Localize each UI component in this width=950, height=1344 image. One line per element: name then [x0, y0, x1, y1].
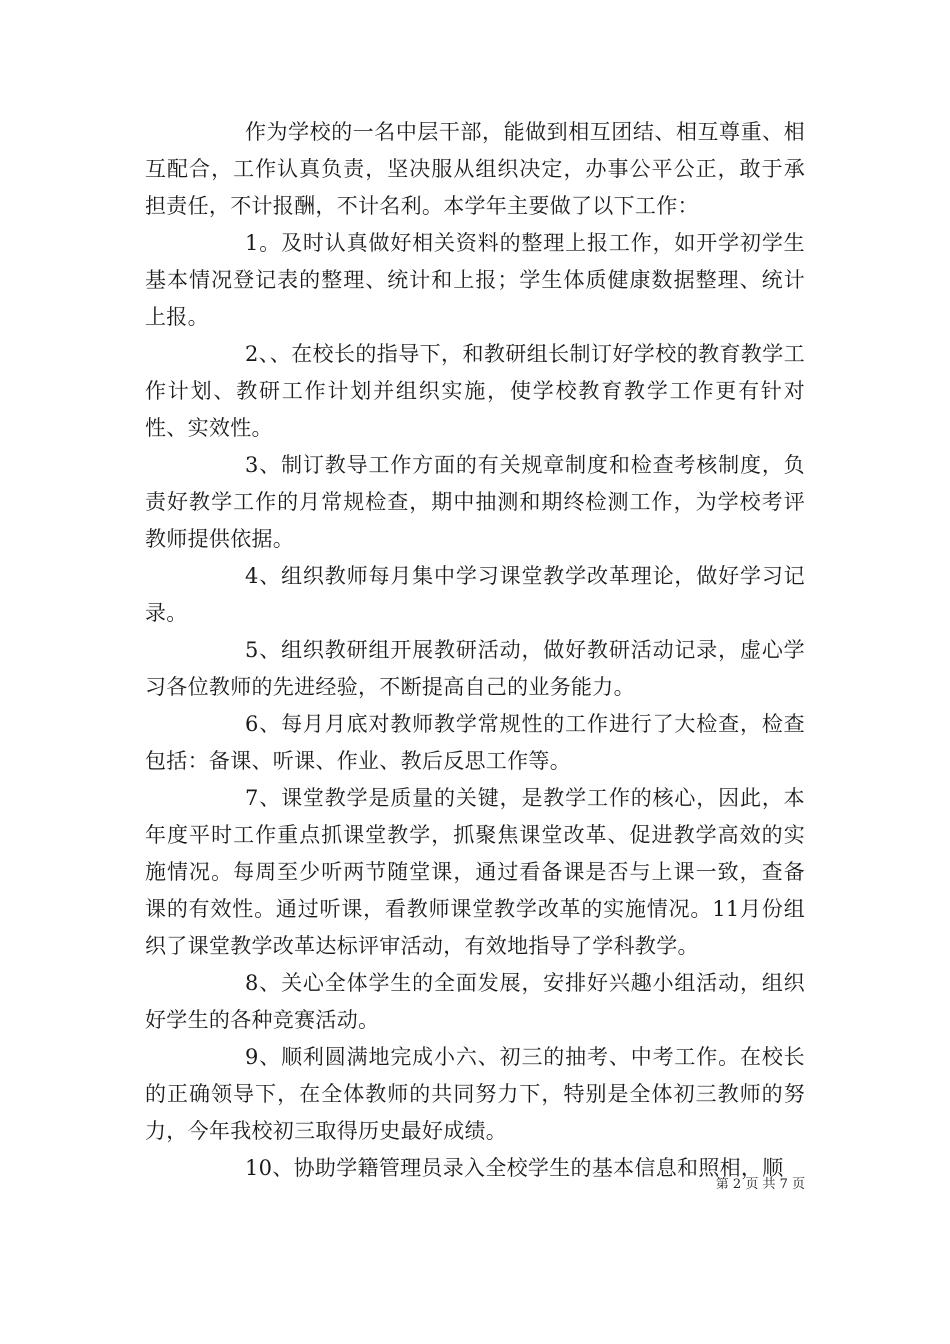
document-body	[145, 114, 805, 1187]
page-number: 第 2 页 共 7 页	[715, 1177, 805, 1192]
paragraph-item-9: 9、顺利圆满地完成小六、初三的抽考、中考工作。在校长的正确领导下，在全体教师的共同努力下，特别是全体初三教师的努力，今年我校初三取得历史最好成绩。	[145, 1045, 805, 1143]
paragraph-item-4: 4、组织教师每月集中学习课堂教学改革理论，做好学习记录。	[145, 564, 805, 625]
paragraph-item-7: 7、课堂教学是质量的关键，是教学工作的核心，因此，本年度平时工作重点抓课堂教学，抓聚焦课堂改革、促进教学高效的实施情况。每周至少听两节随堂课，通过看备课是否与上课一致，查备课的有效性。通过听课，看教师课堂教学改革的实施情况。11月份组织了课堂教学改革达标评审活动，有效地指导了学科教学。	[145, 786, 805, 958]
paragraph-item-3: 3、制订教导工作方面的有关规章制度和检查考核制度，负责好教学工作的月常规检查，期中抽测和期终检测工作，为学校考评教师提供依据。	[145, 453, 805, 551]
paragraph-item-5: 5、组织教研组开展教研活动，做好教研活动记录，虚心学习各位教师的先进经验，不断提高自己的业务能力。	[145, 638, 805, 699]
paragraph-item-6: 6、每月月底对教师教学常规性的工作进行了大检查，检查包括：备课、听课、作业、教后反思工作等。	[145, 712, 805, 773]
paragraph-intro: 作为学校的一名中层干部，能做到相互团结、相互尊重、相互配合，工作认真负责，坚决服从组织决定，办事公平公正，敢于承担责任，不计报酬，不计名利。本学年主要做了以下工作：	[145, 120, 805, 218]
paragraph-item-10: 10、协助学籍管理员录入全校学生的基本信息和照相，顺	[245, 1156, 784, 1180]
paragraph-item-1: 1。及时认真做好相关资料的整理上报工作，如开学初学生基本情况登记表的整理、统计和上报；学生体质健康数据整理、统计上报。	[145, 231, 805, 329]
paragraph-item-2: 2、、在校长的指导下，和教研组长制订好学校的教育教学工作计划、教研工作计划并组织实施，使学校教育教学工作更有针对性、实效性。	[145, 342, 805, 440]
paragraph-item-8: 8、关心全体学生的全面发展，安排好兴趣小组活动，组织好学生的各种竞赛活动。	[145, 971, 805, 1032]
